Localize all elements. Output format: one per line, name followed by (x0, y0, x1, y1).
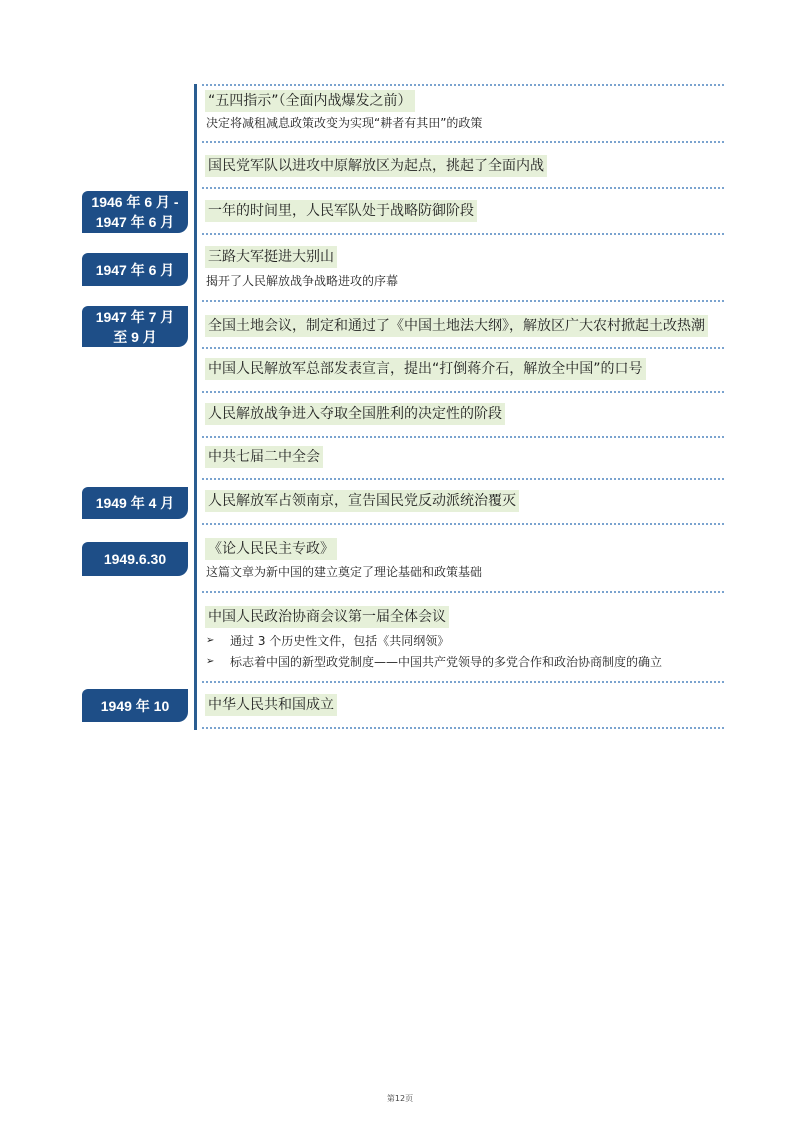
date-tag-1946-1947 (82, 191, 188, 233)
date-line: 1947 年 6 月 (95, 214, 175, 230)
date-line: 1946 年 6 月 - (91, 194, 179, 210)
separator (202, 233, 724, 235)
bullet-arrow-icon: ➢ (206, 656, 215, 667)
separator (202, 141, 724, 143)
date-tag-1949-10 (82, 689, 188, 722)
event-bullet (206, 632, 449, 650)
event-title: 中国人民政治协商会议第一届全体会议 (205, 606, 449, 628)
event-title: 全国土地会议，制定和通过了《中国土地法大纲》，解放区广大农村掀起土改热潮 (205, 315, 708, 337)
date-line: 1949 年 10 (100, 697, 170, 714)
date-line: 1949.6.30 (103, 551, 167, 567)
separator (202, 681, 724, 683)
separator (202, 391, 724, 393)
event-title: 中国人民解放军总部发表宣言，提出“打倒蒋介石，解放全中国”的口号 (205, 358, 646, 380)
event-title: 中共七届二中全会 (205, 446, 323, 468)
timeline-axis (194, 84, 197, 730)
event-title: 《论人民民主专政》 (205, 538, 337, 560)
event-title: 一年的时间里，人民军队处于战略防御阶段 (205, 200, 477, 222)
date-tag-1947-7-9 (82, 306, 188, 347)
date-line: 1949 年 4 月 (95, 495, 175, 511)
date-line: 1947 年 7 月 (95, 308, 175, 325)
separator (202, 347, 724, 349)
bullet-text: 通过 3 个历史性文件，包括《共同纲领》 (230, 634, 450, 648)
event-desc: 这篇文章为新中国的建立奠定了理论基础和政策基础 (206, 565, 483, 579)
date-line: 1947 年 6 月 (95, 261, 175, 278)
event-title: 中华人民共和国成立 (205, 694, 337, 716)
separator (202, 187, 724, 189)
event-desc: 决定将减租减息政策改变为实现“耕者有其田”的政策 (206, 116, 483, 130)
date-tag-1947-6 (82, 253, 188, 286)
separator (202, 436, 724, 438)
event-desc: 揭开了人民解放战争战略进攻的序幕 (206, 274, 399, 288)
date-tag-1949-4 (82, 487, 188, 519)
separator (202, 300, 724, 302)
event-title: 人民解放军占领南京，宣告国民党反动派统治覆灭 (205, 490, 519, 512)
date-tag-1949-6-30 (82, 542, 188, 576)
bullet-arrow-icon: ➢ (206, 635, 215, 646)
event-title: 三路大军挺进大别山 (205, 246, 337, 268)
separator (202, 727, 724, 729)
separator (202, 591, 724, 593)
event-title: 国民党军队以进攻中原解放区为起点，挑起了全面内战 (205, 155, 547, 177)
page-number: 第12页 (386, 1094, 414, 1103)
separator (202, 478, 724, 480)
event-title: 人民解放战争进入夺取全国胜利的决定性的阶段 (205, 403, 505, 425)
separator (202, 523, 724, 525)
separator (202, 84, 724, 86)
event-title: “五四指示”（全面内战爆发之前） (205, 90, 415, 112)
bullet-text: 标志着中国的新型政党制度——中国共产党领导的多党合作和政治协商制度的确立 (230, 655, 663, 669)
event-bullet (206, 653, 662, 671)
date-line: 至 9 月 (113, 328, 157, 345)
